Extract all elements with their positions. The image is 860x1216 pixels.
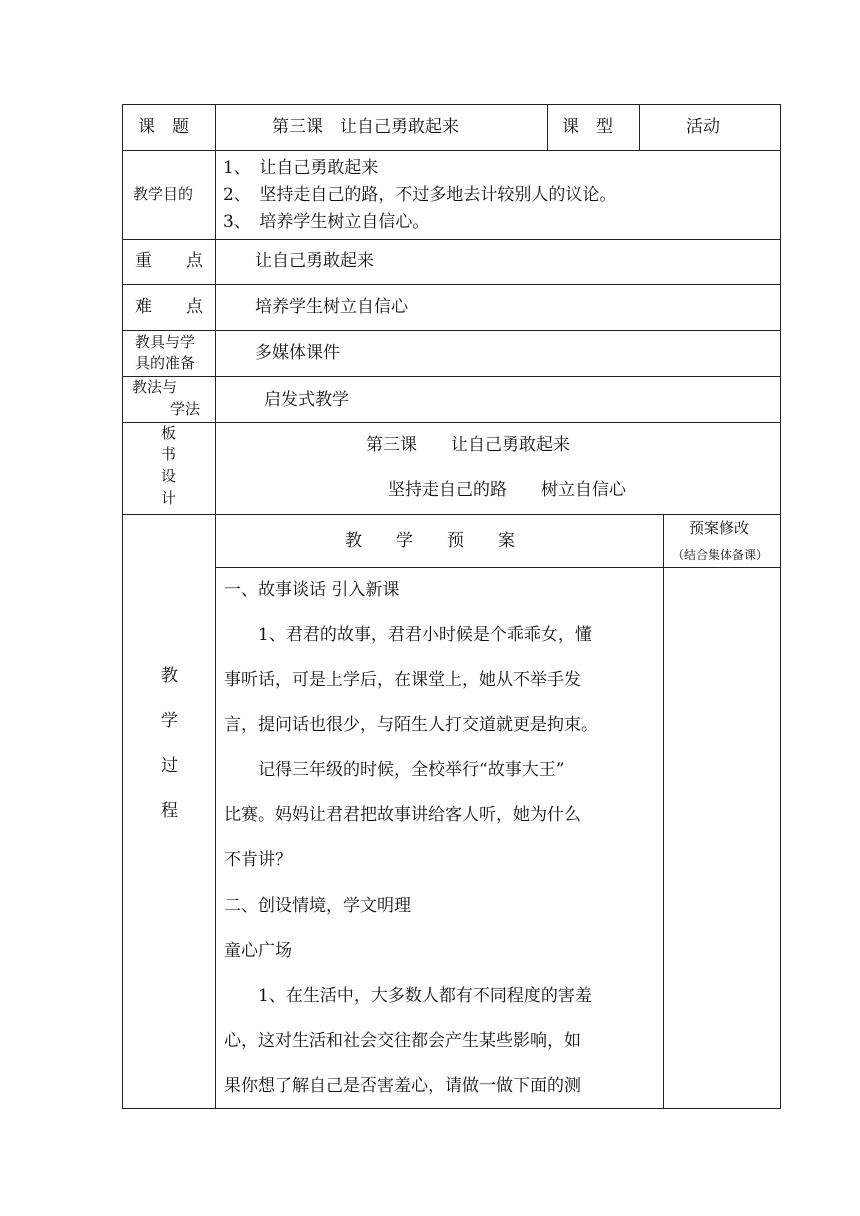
- row-divider: [122, 422, 781, 423]
- topic-label: 课 题: [138, 117, 189, 137]
- row-divider: [122, 330, 781, 331]
- plan-text-line: 记得三年级的时候，全校举行“故事大王”: [224, 760, 565, 780]
- plan-text-line: 一、故事谈话 引入新课: [224, 580, 400, 600]
- type-value: 活动: [686, 117, 720, 137]
- topic-value: 第三课 让自己勇敢起来: [272, 117, 459, 137]
- table-border-left: [122, 104, 123, 1109]
- tools-label-line2: 具的准备: [135, 354, 196, 372]
- row-divider: [122, 376, 781, 377]
- goals-label: 教学目的: [133, 185, 194, 203]
- plan-text-line: 比赛。妈妈让君君把故事讲给客人听，她为什么: [224, 805, 581, 825]
- row-divider: [122, 284, 781, 285]
- board-label-char: 设: [161, 467, 177, 485]
- plan-header-divider: [215, 567, 781, 568]
- table-border-top: [122, 104, 781, 105]
- revision-subheader: （结合集体备课）: [672, 548, 769, 562]
- plan-text-line: 不肯讲？: [224, 850, 292, 870]
- difficulty-value: 培养学生树立自信心: [255, 297, 408, 317]
- method-value: 启发式教学: [264, 390, 349, 410]
- revision-header: 预案修改: [689, 519, 750, 537]
- board-label-char: 书: [161, 445, 177, 463]
- plan-header: 教 学 预 案: [345, 531, 515, 551]
- process-label-char: 教: [161, 666, 178, 686]
- goal-item-2: 2、 坚持走自己的路，不过多地去计较别人的议论。: [223, 185, 617, 205]
- column-divider: [547, 104, 548, 151]
- method-label-line1: 教法与: [132, 378, 178, 396]
- tools-label-line1: 教具与学: [135, 333, 196, 351]
- plan-text-line: 1、在生活中，大多数人都有不同程度的害羞: [224, 986, 592, 1006]
- difficulty-label: 难 点: [135, 297, 203, 317]
- row-divider: [122, 239, 781, 240]
- goal-item-3: 3、 培养学生树立自信心。: [223, 212, 430, 232]
- process-label-char: 程: [161, 801, 178, 821]
- plan-text-line: 果你想了解自己是否害羞心，请做一做下面的测: [224, 1076, 581, 1096]
- plan-text-line: 言，提问话也很少，与陌生人打交道就更是拘束。: [224, 715, 598, 735]
- plan-text-line: 童心广场: [224, 941, 292, 961]
- board-line-2: 坚持走自己的路 树立自信心: [388, 480, 626, 500]
- revision-column-divider: [663, 514, 664, 1109]
- board-line-1: 第三课 让自己勇敢起来: [366, 435, 570, 455]
- table-border-bottom: [122, 1108, 781, 1109]
- goal-item-1: 1、 让自己勇敢起来: [223, 158, 379, 178]
- plan-text-line: 事听话，可是上学后，在课堂上，她从不举手发: [224, 670, 581, 690]
- process-label-char: 学: [161, 711, 178, 731]
- board-label-char: 板: [161, 424, 177, 442]
- board-label-char: 计: [161, 489, 177, 507]
- type-label: 课 型: [562, 117, 613, 137]
- plan-text-line: 1、君君的故事，君君小时候是个乖乖女，懂: [224, 625, 592, 645]
- key-point-label: 重 点: [135, 251, 203, 271]
- plan-text-line: 二、创设情境，学文明理: [224, 896, 411, 916]
- table-border-right: [780, 104, 781, 1109]
- process-label-char: 过: [161, 756, 178, 776]
- method-label-line2: 学法: [170, 400, 201, 418]
- tools-value: 多媒体课件: [255, 343, 340, 363]
- row-divider: [122, 514, 781, 515]
- column-divider: [639, 104, 640, 151]
- label-column-divider: [215, 104, 216, 1109]
- key-point-value: 让自己勇敢起来: [255, 251, 374, 271]
- row-divider: [122, 150, 781, 151]
- plan-text-line: 心，这对生活和社会交往都会产生某些影响，如: [224, 1031, 581, 1051]
